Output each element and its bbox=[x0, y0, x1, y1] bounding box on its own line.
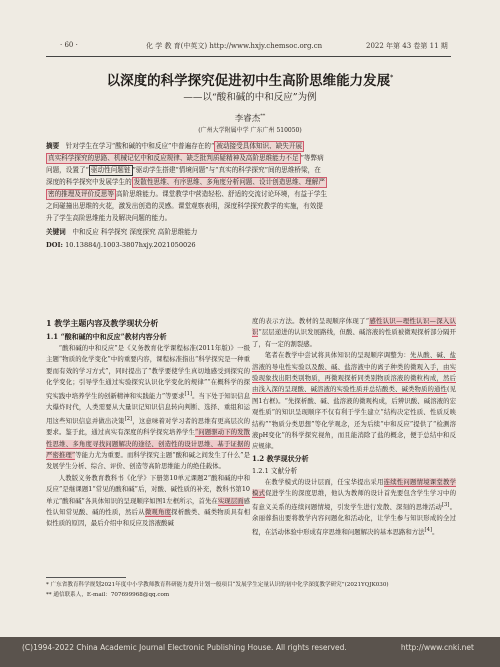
article-subtitle: ——以“酸和碱的中和反应”为例 bbox=[183, 92, 317, 103]
subsection-heading: 1.1 “酸和碱的中和反应”教材内容分析 bbox=[46, 332, 167, 341]
paragraph: 人教版义务教育教科书《化学》下册第10单元课题2“酸和碱的中和反应”是继课题1“常见的酸和碱”后，对酸、碱性质的补充，教科书第10单元“酸和碱”各具体知识的呈现顺序如图1左框所示，首先在实现层面感性认知常见酸、碱的性质，然后从微观角度探析酸类、碱类物质具有相似性质的原因，最后介绍中和反应及溶液酸碱 bbox=[46, 473, 250, 528]
abstract-line: 摘要 针对学生在学习“酸和碱的中和反应”中普遍存在的“ 被动接受具体知识、缺失开展 bbox=[46, 142, 303, 150]
journal-header: 化 学 教 育(中英文) http://www.hxjy.chemsoc.org.cn bbox=[146, 42, 323, 50]
highlight: 微观角度 bbox=[144, 507, 172, 516]
doi: DOI: 10.13884/j.1003-3807hxjy.2021050026 bbox=[46, 241, 196, 249]
article-title: 以深度的科学探究促进初中生高阶思维能力发展* bbox=[106, 73, 394, 89]
copyright-footer bbox=[0, 637, 500, 667]
section-heading: 1 教学主题内容及教学现状分析 bbox=[46, 318, 159, 328]
highlight: “问题驱动下的发散性思维、多角度寻找问题解决的途径、创造性的设计思维、基于证据的严密推理” bbox=[46, 428, 250, 459]
left-column bbox=[46, 316, 250, 576]
right-column bbox=[252, 316, 456, 576]
abstract-line: 升了学生高阶思维能力及解决问题的能力。 bbox=[46, 214, 172, 222]
abstract-label: 摘要 bbox=[46, 142, 60, 150]
highlight: 连续性问题情境课堂教学模式 bbox=[252, 477, 456, 498]
paragraph: 度的表示方法。教材的呈现顺序体现了“感性认识—理性认识—深入认识”层层递进的认识发展路线，但酸、碱溶液的性质被微观探析部分隔开了，有一定的割裂感。 bbox=[252, 317, 456, 348]
highlight: 被动接受具体知识、缺失开展 bbox=[216, 142, 303, 150]
footnote: ** 通信联系人，E-mail：707699968@qq.com bbox=[46, 592, 170, 598]
keywords: 关键词 中和反应 科学探究 深度探究 高阶思维能力 bbox=[46, 228, 198, 236]
header-rule bbox=[46, 56, 451, 57]
underlined-text: 先从酸、碱、盐溶液的导电性实验以及酸、碱、盐溶液中的离子种类的微观入手，由实验现象找出阳类别物质，再微观探析同类别物质溶液的微粒构成，然后由浅入深的呈现酸、碱溶液的实验性质并总结酸类、碱类物质的通性 bbox=[252, 351, 456, 394]
highlight: 驱动性问题链 bbox=[90, 166, 131, 174]
footnote: * 广东省教育科学规划2021年度中小学教师教育科研能力提升计划一般项目“发展学生定量认识的初中化学深度教学研究”(2021YQJK030) bbox=[46, 582, 389, 588]
paragraph: 笔者在教学中尝试将具体知识的呈现顺序调整为：先从酸、碱、盐溶液的导电性实验以及酸、碱、盐溶液中的离子种类的微观入手，由实验现象找出阳类别物质，再微观探析同类别物质溶液的微粒构成，然后由浅入深的呈现酸、碱溶液的实验性质并总结酸类、碱类物质的通性(见图1右框)。“先探析酸、碱、盐溶液的微观构成，后辨识酸、碱溶液的宏观性质”的知识呈现顺序不仅有利于学生建立“结构决定性质、性质反映结构”“物质分类思想”等化学观念，还为后续“中和反应”提供了“检测溶液pH变化”的科学探究视角，而且能消除了盐的概念，便于总结中和反应规律。 bbox=[252, 351, 456, 451]
issue-info: 2022 年第 43 卷第 11 期 bbox=[366, 42, 448, 50]
highlight: 实现层面 bbox=[217, 496, 244, 505]
author-affiliation: (广州大学附属中学 广东广州 510050) bbox=[198, 127, 302, 134]
copyright-text: (C)1994-2022 China Academic Journal Electronic Publishing House. All rights reserved. bbox=[22, 643, 347, 652]
cnki-link[interactable]: http://www.cnki.net bbox=[400, 643, 474, 652]
highlight: 感性认识—理性认识—深入认识 bbox=[252, 317, 456, 337]
abstract-line: 密的推理及评价反思等 高阶思维能力。课堂教学中营造轻松、舒适的交流讨论环境，有益于学生 bbox=[48, 190, 327, 198]
abstract-line: 之间碰撞出思维的火花，激发出创造的灵感。课堂观察表明，深度科学探究教学的实施，有效提 bbox=[46, 202, 323, 210]
highlight: 真实科学探究的思路、机械记忆中和反应规律、缺乏批判质疑精神及高阶思维能力不足 bbox=[48, 154, 299, 162]
author-name: 李睿杰** bbox=[234, 113, 266, 124]
paragraph: 在教学模式的设计层面，任宝华提出采用连续性问题情境课堂教学模式促进学生的深度思维，他认为教师的设计首先要包含学生学习中的有意义关系的连续问题情境，引发学生进行发散、深刻的思维活动[3]。余丽蓉指出要将教学内容问题化和活动化，让学生参与知识形成的全过程，在活动体验中形成有序思维和问题解决的基本思路和方法[4]。 bbox=[252, 477, 456, 536]
abstract-line: 真实科学探究的思路、机械记忆中和反应规律、缺乏批判质疑精神及高阶思维能力不足 ”等弊病 bbox=[48, 154, 324, 162]
paragraph: “酸和碱的中和反应”是《义务教育化学课程标准(2011年版)》一级主题“物质的化学变化”中的重要内容，课程标准指出“科学探究是一种重要而有效的学习方式”，同时提出了“教学要使学生真切地感受到探究的化学变化；引导学生通过实验探究认识化学变化的规律”“在概科学的探究实践中培养学生的创新精神和实践能力”等要求[1]。当下处于知识信息大爆炸时代，人类需要从大量识记知识信息转向判断、选择、重组和运用这些知识信息并做出决策[2]，这意味着对学习者的思维有更高层次的要求。鉴于此，通过真实有深度的科学探究培养学生“问题驱动下的发散性思维、多角度寻找问题解决的途径、创造性的设计思维、基于证据的严密推理”等能力尤为重要。而科学探究主题“酸和碱之间发生了什么”是发展学生分析、综合、评价、创造等高阶思维能力的绝佳载体。 bbox=[46, 344, 250, 471]
abstract-line: 问题，设置了“ 驱动性问题链 ”驱动学生搭建“情境问题”与“真实的科学探究”间的思维桥梁，在 bbox=[46, 166, 321, 174]
abstract-line: 深度的科学探究中发展学生的 发散性思维、有序思维、多角度分析问题、设计创造思维、理解严 bbox=[46, 178, 325, 186]
page-number: · 60 · bbox=[60, 41, 78, 49]
footnote-rule bbox=[46, 577, 126, 578]
highlight: 发散性思维、有序思维、多角度分析问题、设计创造思维、理解严 bbox=[133, 178, 325, 186]
highlight: 密的推理及评价反思等 bbox=[48, 190, 114, 198]
subsubsection-heading: 1.2.1 文献分析 bbox=[252, 466, 298, 475]
subsection-heading: 1.2 教学现状分析 bbox=[252, 453, 309, 463]
